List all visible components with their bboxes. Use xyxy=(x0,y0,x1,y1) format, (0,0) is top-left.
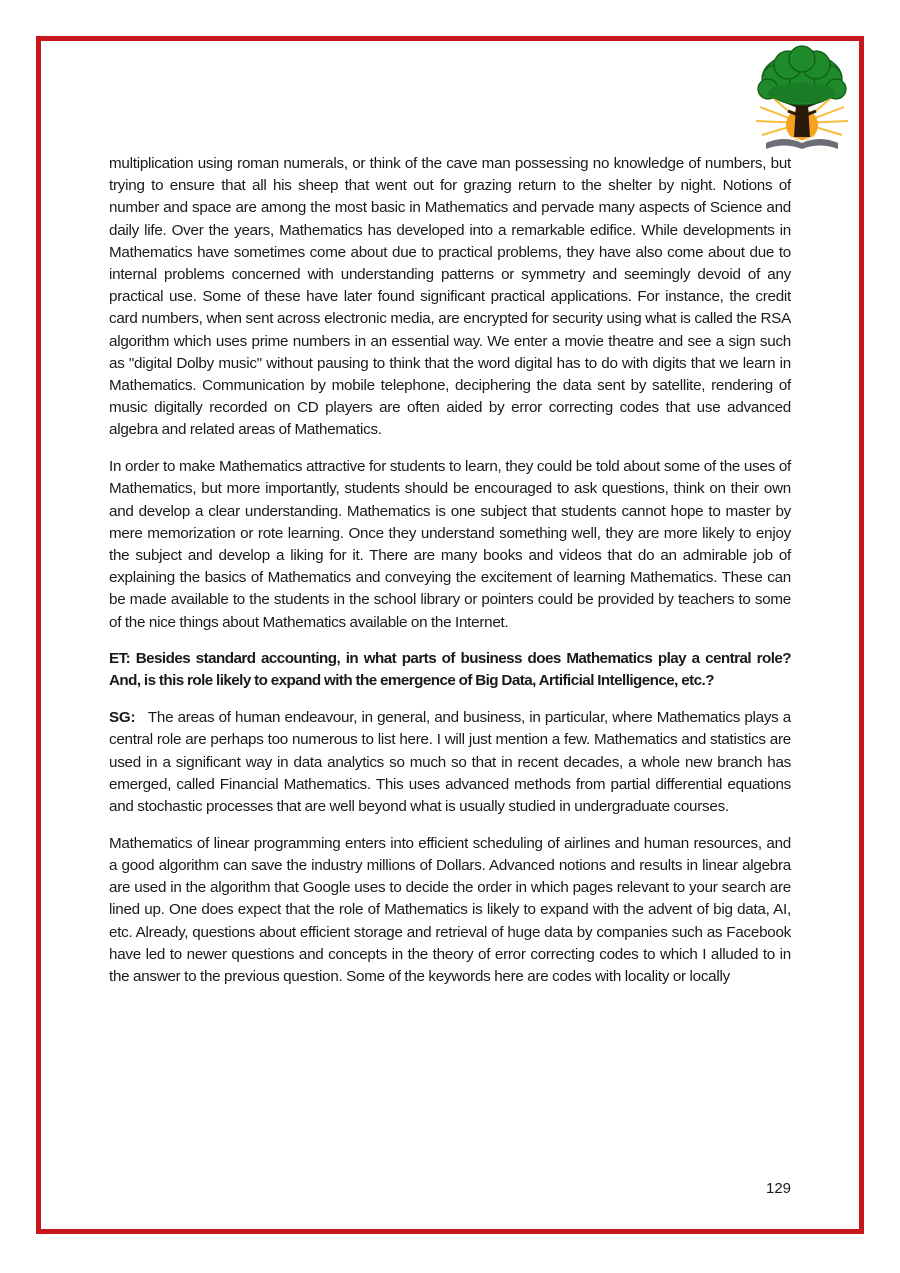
paragraph-intro-continued: multiplication using roman numerals, or think of the cave man possessing no knowledge of numbers, but trying to ensure that all his sheep that went out for grazing return to the shelter by night. Notions of number and space are among the most basic in Mathematics and pervade many aspects of Science and daily life. Over the years, Mathematics has developed into a remarkable edifice. While developments in Mathematics have sometimes come about due to practical problems, they have also come about due to internal problems concerned with understanding patterns or symmetry and seemingly devoid of any practical use. Some of these have later found significant practical applications. For instance, the credit card numbers, when sent across electronic media, are encrypted for security using what is called the RSA algorithm which uses prime numbers in an essential way. We enter a movie theatre and see a sign such as "digital Dolby music" without pausing to think that the word digital has to do with digits that we learn in Mathematics. Communication by mobile telephone, deciphering the data sent by satellite, rendering of music digitally recorded on CD players are often aided by error correcting codes that use advanced algebra and related areas of Mathematics. xyxy=(109,155,791,439)
interview-answer xyxy=(109,707,791,818)
answer-text: The areas of human endeavour, in general, and business, in particular, where Mathematics plays a central role are perhaps too numerous to list here. I will just mention a few. Mathematics and statistics are used in a significant way in data analytics so much so that in recent decades, a whole new branch has emerged, called Financial Mathematics. This uses advanced methods from partial differential equations and stochastic processes that are well beyond what is usually studied in undergraduate courses. xyxy=(109,709,792,815)
page-body xyxy=(109,153,791,1003)
tree-book-logo-icon xyxy=(746,45,858,155)
interview-question: ET: Besides standard accounting, in what parts of business does Mathematics play a central role? And, is this role likely to expand with the emergence of Big Data, Artificial Intelligence, etc.? xyxy=(109,650,791,690)
page-number: 129 xyxy=(766,1180,792,1197)
paragraph-teaching: In order to make Mathematics attractive for students to learn, they could be told about some of the uses of Mathematics, but more importantly, students should be encouraged to ask questions, think on their own and develop a clear understanding. Mathematics is one subject that students cannot hope to master by mere memorization or rote learning. Once they understand something well, they are more likely to enjoy the subject and develop a liking for it. There are many books and videos that do an admirable job of explaining the basics of Mathematics and conveying the excitement of learning Mathematics. These can be made available to the students in the school library or pointers could be provided by teachers to some of the nice things about Mathematics available on the Internet. xyxy=(109,458,791,631)
speaker-label: SG: xyxy=(109,709,136,727)
paragraph-linear-programming: Mathematics of linear programming enters into efficient scheduling of airlines and human resources, and a good algorithm can save the industry millions of Dollars. Advanced notions and results in linear algebra are used in the algorithm that Google uses to decide the order in which pages relevant to your search are lined up. One does expect that the role of Mathematics is likely to expand with the advent of big data, AI, etc. Already, questions about efficient storage and retrieval of huge data by companies such as Facebook have led to newer questions and concepts in the theory of error correcting codes to which I alluded to in the answer to the previous question. Some of the keywords here are codes with locality or locally xyxy=(109,834,791,985)
